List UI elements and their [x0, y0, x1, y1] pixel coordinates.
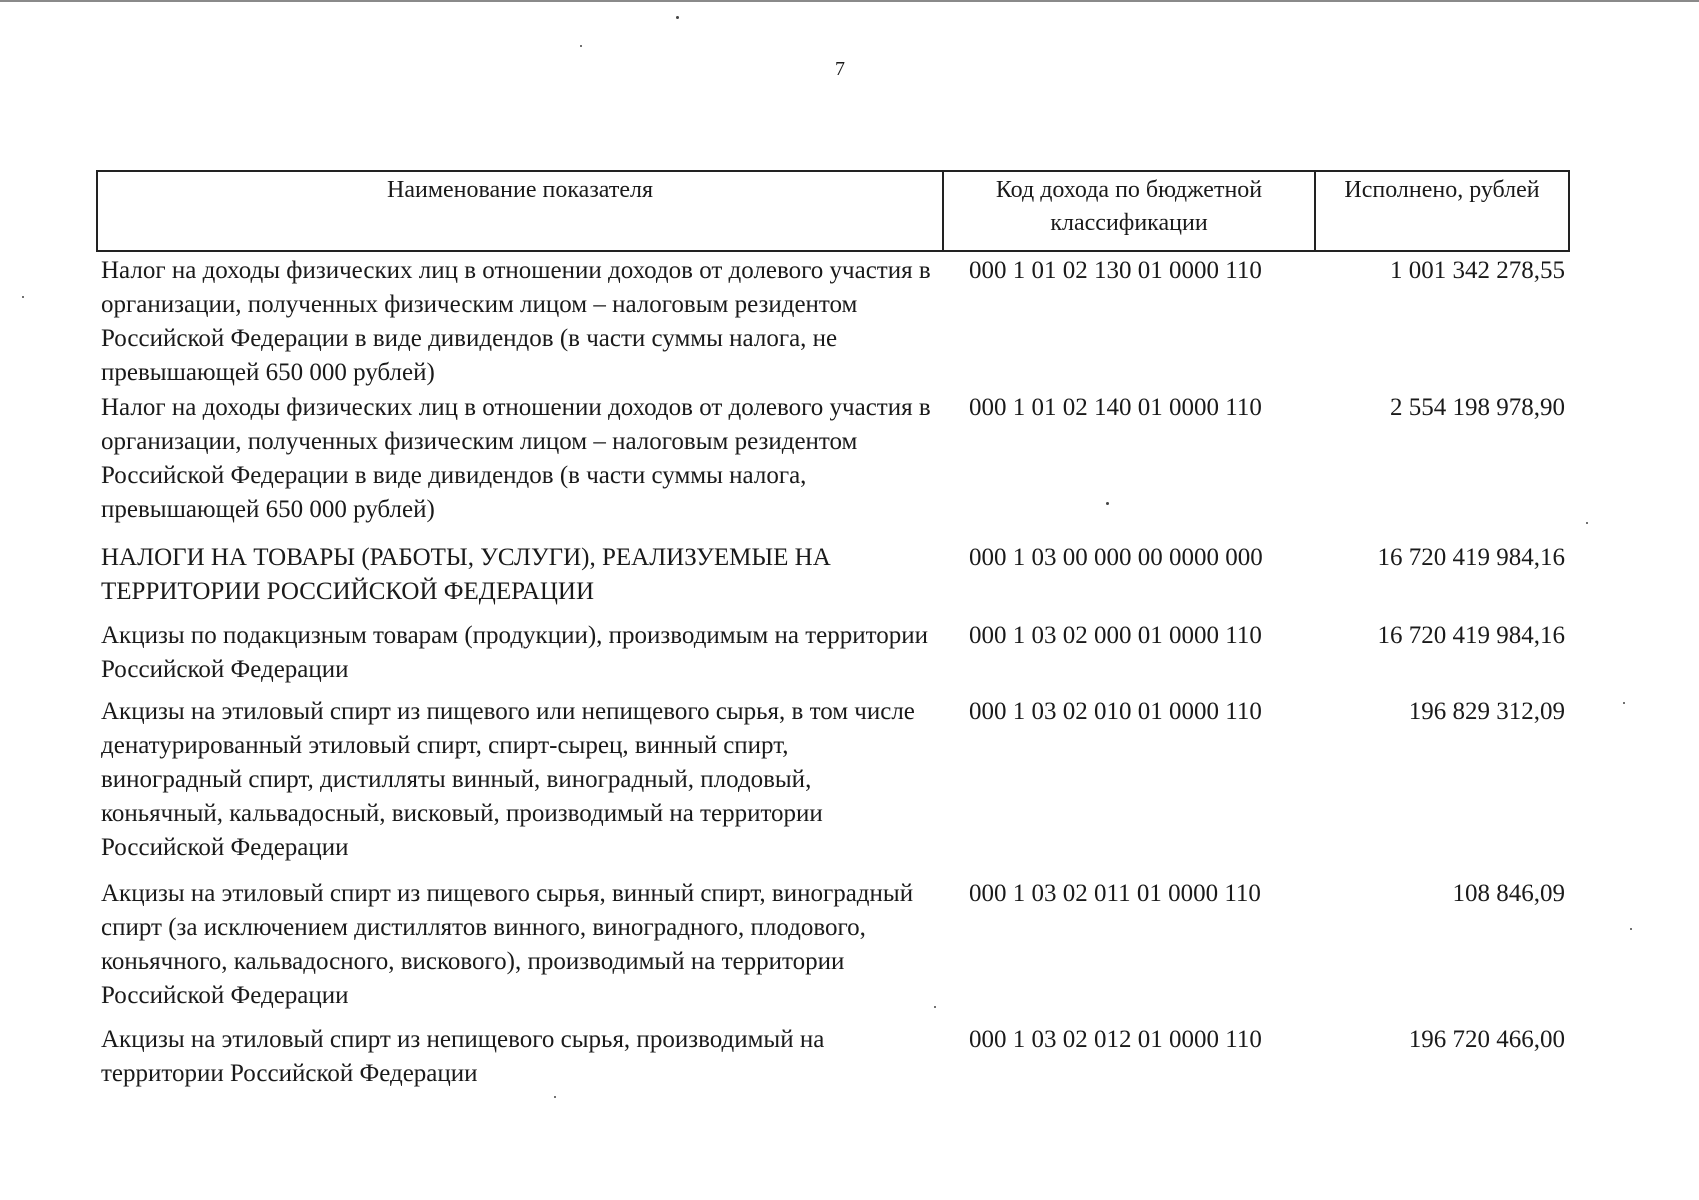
scan-speck — [676, 16, 679, 19]
table-row — [97, 619, 1569, 695]
row-budget-code: 000 1 01 02 130 01 0000 110 — [969, 257, 1262, 284]
page-number: 7 — [835, 58, 845, 80]
row-indicator-name: Налог на доходы физических лиц в отношении доходов от долевого участия в организации, полученных физическим лицом – налоговым резидентом Российской Федерации в виде дивидендов (в части суммы налога, превышающей 650 000 рублей) — [101, 394, 931, 523]
header-indicator-name: Наименование показателя — [97, 171, 943, 251]
scan-speck — [22, 296, 24, 298]
scan-speck — [580, 45, 582, 47]
revenue-table — [96, 170, 1570, 1099]
row-executed-amount: 2 554 198 978,90 — [1390, 394, 1565, 421]
row-indicator-name: Акцизы на этиловый спирт из непищевого сырья, производимый на территории Российской Федерации — [101, 1026, 825, 1087]
scan-speck — [1630, 928, 1632, 930]
scan-speck — [1586, 522, 1588, 524]
row-executed-amount: 196 720 466,00 — [1408, 1026, 1565, 1053]
row-budget-code: 000 1 03 02 011 01 0000 110 — [969, 880, 1261, 907]
row-budget-code: 000 1 03 02 012 01 0000 110 — [969, 1026, 1262, 1053]
table-body — [97, 251, 1569, 1099]
revenue-table-container — [96, 170, 1568, 1099]
row-budget-code: 000 1 03 00 000 00 0000 000 — [969, 544, 1263, 571]
row-budget-code: 000 1 03 02 010 01 0000 110 — [969, 698, 1262, 725]
row-indicator-name: Акцизы по подакцизным товарам (продукции), производимым на территории Российской Федерации — [101, 622, 928, 683]
row-executed-amount: 16 720 419 984,16 — [1377, 544, 1565, 571]
table-row — [97, 251, 1569, 391]
row-budget-code: 000 1 01 02 140 01 0000 110 — [969, 394, 1262, 421]
scan-speck — [1106, 502, 1109, 505]
scan-speck — [1623, 702, 1625, 704]
table-header — [97, 171, 1569, 251]
row-executed-amount: 108 846,09 — [1452, 880, 1565, 907]
table-row — [97, 695, 1569, 877]
header-executed-amount: Исполнено, рублей — [1315, 171, 1569, 251]
scan-speck — [934, 1006, 936, 1008]
row-indicator-name: Акцизы на этиловый спирт из пищевого или непищевого сырья, в том числе денатурированный этиловый спирт, спирт-сырец, винный спирт, виноградный спирт, дистилляты винный, виноградный, плодовый, коньячный, кальвадосный, висковый, производимый на территории Российской Федерации — [101, 698, 915, 861]
row-executed-amount: 196 829 312,09 — [1408, 698, 1565, 725]
page-top-rule — [0, 0, 1699, 2]
header-budget-code: Код дохода по бюджетной классификации — [943, 171, 1315, 251]
table-row — [97, 391, 1569, 541]
row-executed-amount: 16 720 419 984,16 — [1377, 622, 1565, 649]
table-row — [97, 877, 1569, 1023]
row-budget-code: 000 1 03 02 000 01 0000 110 — [969, 622, 1262, 649]
table-row — [97, 1023, 1569, 1099]
table-header-row — [97, 171, 1569, 251]
row-executed-amount: 1 001 342 278,55 — [1390, 257, 1565, 284]
table-row — [97, 541, 1569, 619]
scan-speck — [554, 1096, 556, 1098]
row-indicator-name: НАЛОГИ НА ТОВАРЫ (РАБОТЫ, УСЛУГИ), РЕАЛИЗУЕМЫЕ НА ТЕРРИТОРИИ РОССИЙСКОЙ ФЕДЕРАЦИИ — [101, 544, 831, 605]
row-indicator-name: Налог на доходы физических лиц в отношении доходов от долевого участия в организации, полученных физическим лицом – налоговым резидентом Российской Федерации в виде дивидендов (в части суммы налога, не превышающей 650 000 рублей) — [101, 257, 931, 386]
row-indicator-name: Акцизы на этиловый спирт из пищевого сырья, винный спирт, виноградный спирт (за исключением дистиллятов винного, виноградного, плодового, коньячного, кальвадосного, вискового), производимый на территории Российской Федерации — [101, 880, 914, 1009]
